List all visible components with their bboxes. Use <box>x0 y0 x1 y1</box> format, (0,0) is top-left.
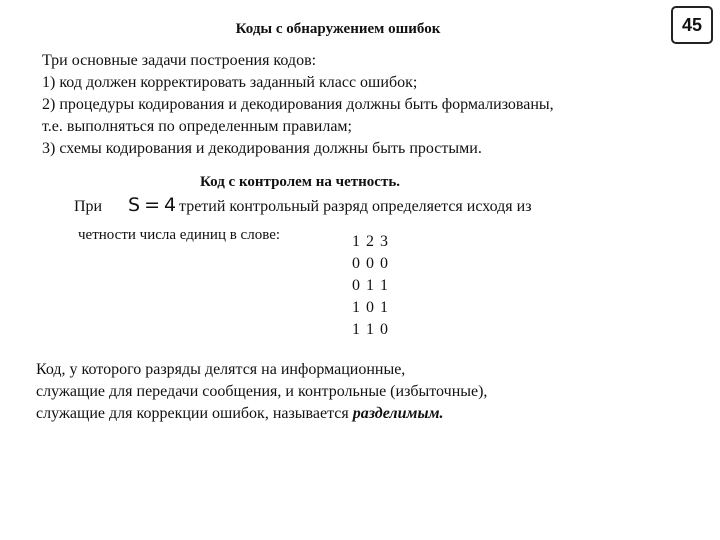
formula <box>128 194 176 216</box>
separable-code-definition <box>36 359 487 425</box>
intro-line: Три основные задачи построения кодов: <box>42 52 317 69</box>
slide-title: Коды с обнаружением ошибок <box>235 21 441 37</box>
definition-line: Код, у которого разряды делятся на информационные, <box>36 361 406 378</box>
table-row: 0 0 0 <box>352 255 389 272</box>
slide-number-badge: 45 <box>671 6 713 44</box>
intro-line: 2) процедуры кодирования и декодирования должны быть формализованы, <box>42 96 554 113</box>
definition-line: служащие для передачи сообщения, и контрольные (избыточные), <box>36 383 488 400</box>
condition-text-line2: четности числа единиц в слове: <box>78 227 281 243</box>
intro-text <box>42 50 554 160</box>
intro-line: 1) код должен корректировать заданный класс ошибок; <box>42 74 418 91</box>
parity-code-heading: Код с контролем на четность. <box>200 174 400 190</box>
table-row: 1 2 3 <box>352 233 389 250</box>
condition-text: третий контрольный разряд определяется исходя из <box>179 198 532 215</box>
formula-value: 4 <box>163 194 177 216</box>
condition-prefix: При <box>74 198 103 215</box>
definition-line <box>36 403 487 425</box>
parity-bits-table <box>352 231 389 341</box>
formula-variable: S <box>128 194 141 216</box>
table-row: 1 1 0 <box>352 321 389 338</box>
table-row: 0 1 1 <box>352 277 389 294</box>
definition-line-text: служащие для коррекции ошибок, называется <box>36 405 353 422</box>
intro-line: т.е. выполняться по определенным правилам; <box>42 118 352 135</box>
intro-line: 3) схемы кодирования и декодирования должны быть простыми. <box>42 140 482 157</box>
separable-term: разделимым. <box>352 405 444 422</box>
table-row: 1 0 1 <box>352 299 389 316</box>
formula-operator: = <box>144 194 160 216</box>
